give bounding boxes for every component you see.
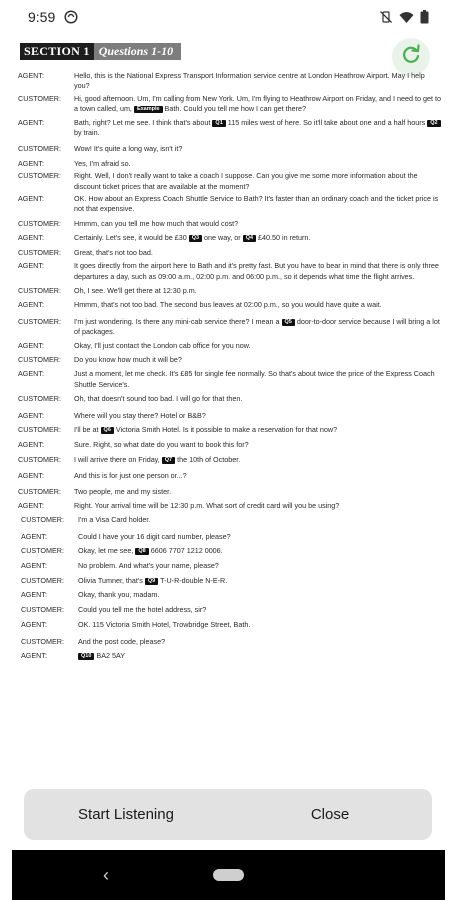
speaker-label: CUSTOMER:	[18, 316, 61, 326]
utterance-text	[74, 261, 442, 282]
transcript-row	[18, 411, 442, 421]
utterance-segment: 115 miles west of here. So it'll take about one and a half hours	[225, 117, 428, 127]
utterance-text	[78, 605, 442, 615]
speaker-label: AGENT:	[21, 651, 47, 661]
speaker-label: CUSTOMER:	[21, 636, 64, 646]
speaker-label: CUSTOMER:	[18, 424, 61, 434]
utterance-segment: Okay, thank you, madam.	[78, 590, 160, 600]
transcript-row	[18, 487, 442, 497]
question-marker: Q6	[101, 427, 114, 434]
transcript-row	[18, 341, 442, 351]
transcript-row	[18, 233, 442, 243]
utterance-text	[78, 515, 442, 525]
utterance-text	[74, 144, 442, 154]
speaker-label: AGENT:	[21, 620, 47, 630]
question-marker: Q1	[212, 120, 225, 127]
speaker-label: AGENT:	[18, 300, 44, 310]
utterance-text	[74, 355, 442, 365]
utterance-text	[74, 286, 442, 296]
utterance-segment: door-to-door service because I will bring a lot of packages.	[74, 316, 440, 337]
transcript-row	[18, 455, 442, 465]
navigation-bar	[12, 850, 445, 900]
question-marker: Q5	[282, 319, 295, 326]
speaker-label: CUSTOMER:	[18, 285, 61, 295]
utterance-segment: one way, or	[202, 233, 243, 243]
close-button[interactable]: Close	[310, 806, 350, 823]
utterance-text	[78, 561, 442, 571]
playback-controls	[24, 789, 432, 840]
utterance-segment: Great, that's not too bad.	[74, 247, 153, 257]
utterance-segment: I'll be at	[74, 424, 101, 434]
speaker-label: CUSTOMER:	[18, 93, 61, 103]
utterance-segment: Right. Your arrival time will be 12:30 p.m. What sort of credit card will you be using?	[74, 501, 340, 510]
battery-icon	[420, 10, 429, 24]
transcript-row	[18, 261, 442, 282]
utterance-text	[74, 425, 442, 435]
question-marker: Q3	[189, 235, 202, 242]
section-label: SECTION 1	[20, 43, 94, 60]
speaker-label: CUSTOMER:	[18, 144, 61, 154]
utterance-segment: Okay, let me see,	[78, 546, 136, 556]
utterance-text	[74, 411, 442, 421]
speaker-label: AGENT:	[18, 158, 44, 168]
utterance-segment: Yes, I'm afraid so.	[74, 158, 131, 168]
transcript-row	[18, 194, 442, 215]
transcript-row	[18, 620, 442, 630]
speaker-label: AGENT:	[21, 531, 47, 541]
utterance-segment: Sure. Right, so what date do you want to book this for?	[74, 440, 249, 450]
utterance-segment: I'm a Visa Card holder.	[78, 515, 151, 525]
utterance-segment: Okay, I'll just contact the London cab office for you now.	[74, 340, 251, 350]
utterance-segment: Oh, I see. We'll get there at 12:30 p.m.	[74, 285, 197, 295]
utterance-segment: Hi, good afternoon. Um, I'm calling from New York. Um, I'm flying to Heathrow Airport on Friday, and I need to get to a town called, um,	[74, 93, 441, 114]
question-marker: Q7	[162, 457, 175, 464]
transcript-row	[18, 515, 442, 525]
transcript-row	[18, 71, 442, 92]
utterance-text	[74, 159, 442, 169]
utterance-segment: Where will you stay there? Hotel or B&B?	[74, 410, 206, 420]
utterance-text	[78, 532, 442, 542]
transcript-row	[18, 590, 442, 600]
transcript-row	[18, 394, 442, 404]
transcript-row	[18, 440, 442, 450]
utterance-segment: Hmmm, that's not too bad. The second bus leaves at 02:00 p.m., so you would have quite a wait.	[74, 300, 382, 310]
utterance-segment: Could I have your 16 digit card number, please?	[78, 531, 231, 541]
utterance-segment: by train.	[74, 128, 100, 138]
transcript-row	[18, 317, 442, 338]
transcript-row	[18, 369, 442, 390]
speaker-label: AGENT:	[18, 233, 44, 243]
utterance-text	[74, 455, 442, 465]
transcript-row	[18, 471, 442, 481]
utterance-segment: the 10th of October.	[175, 454, 241, 464]
transcript-row	[18, 286, 442, 296]
wifi-icon	[399, 11, 414, 24]
utterance-segment: Wow! It's quite a long way, isn't it?	[74, 144, 183, 154]
speaker-label: AGENT:	[18, 501, 44, 510]
transcript-row	[18, 576, 442, 586]
transcript-row	[18, 355, 442, 365]
utterance-segment: It goes directly from the airport here to Bath and it's pretty fast. But you have to bear in mind that there is only three departures a day, such as 09:00 a.m., 02:00 p.m. and 06:00 p.m., so it depends what time the flight arrives.	[74, 261, 439, 281]
question-marker: Q8	[135, 548, 148, 555]
utterance-text	[74, 219, 442, 229]
utterance-segment: Hmmm, can you tell me how much that would cost?	[74, 218, 239, 228]
utterance-segment: Bath, right? Let me see. I think that's about	[74, 117, 213, 127]
speaker-label: CUSTOMER:	[21, 604, 64, 614]
speaker-label: AGENT:	[18, 117, 44, 127]
utterance-segment: Could you tell me the hotel address, sir?	[78, 604, 207, 614]
utterance-text	[78, 637, 442, 647]
speaker-label: CUSTOMER:	[21, 515, 64, 525]
utterance-text	[74, 394, 442, 404]
utterance-segment: Olivia Tumner, that's	[78, 576, 145, 586]
speaker-label: CUSTOMER:	[21, 546, 64, 556]
speaker-label: CUSTOMER:	[18, 218, 61, 228]
utterance-segment: Certainly. Let's see, it would be £30	[74, 233, 189, 243]
transcript-row	[18, 651, 442, 661]
speaker-label: CUSTOMER:	[18, 247, 61, 257]
utterance-segment: Just a moment, let me check. It's £85 for single fee normally. So that's about twice the price of the Express Coach Shuttle Service's.	[74, 369, 435, 389]
utterance-text	[78, 590, 442, 600]
utterance-segment: I'm just wondering. Is there any mini-cab service there? I mean a	[74, 316, 282, 326]
speaker-label: AGENT:	[18, 410, 44, 420]
utterance-text	[78, 576, 442, 586]
utterance-text	[74, 171, 442, 192]
utterance-text	[74, 300, 442, 310]
utterance-segment: No problem. And what's your name, please?	[78, 560, 219, 570]
utterance-text	[74, 233, 442, 243]
utterance-text	[74, 118, 442, 139]
speaker-label: AGENT:	[18, 71, 44, 80]
question-marker: Q4	[243, 235, 256, 242]
speaker-label: CUSTOMER:	[21, 576, 64, 586]
utterance-segment: T-U-R-double N-E-R.	[158, 576, 228, 586]
utterance-segment: OK. How about an Express Coach Shuttle Service to Bath? It's faster than an ordinary coach and the ticket price is not that expensive.	[74, 194, 439, 214]
speaker-label: AGENT:	[21, 590, 47, 600]
speaker-label: CUSTOMER:	[18, 171, 61, 181]
speaker-label: AGENT:	[18, 261, 44, 271]
home-pill-icon[interactable]	[213, 869, 244, 881]
back-icon[interactable]: ‹	[103, 865, 109, 885]
utterance-segment: Hello, this is the National Express Transport Information service centre at London Heathrow Airport. May I help you?	[74, 71, 425, 91]
utterance-segment: Bath. Could you tell me how I can get there?	[162, 104, 306, 114]
question-marker: Q10	[78, 653, 94, 660]
question-marker: Q9	[145, 578, 158, 585]
question-marker: Q2	[427, 120, 440, 127]
transcript-row	[18, 159, 442, 169]
utterance-segment: I will arrive there on Friday,	[74, 454, 162, 464]
utterance-text	[74, 369, 442, 390]
utterance-segment: £40.50 in return.	[256, 233, 311, 243]
transcript	[18, 67, 442, 661]
transcript-row	[18, 171, 442, 192]
utterance-segment: BA2 5AY	[94, 651, 126, 661]
transcript-row	[18, 300, 442, 310]
utterance-text	[78, 651, 442, 661]
transcript-row	[18, 144, 442, 154]
utterance-text	[74, 341, 442, 351]
transcript-fade	[0, 760, 455, 790]
utterance-segment: Two people, me and my sister.	[74, 486, 172, 496]
speaker-label: CUSTOMER:	[18, 354, 61, 364]
speaker-label: AGENT:	[18, 340, 44, 350]
status-bar	[0, 0, 455, 36]
status-time: 9:59	[28, 9, 56, 25]
transcript-row	[18, 118, 442, 139]
transcript-row	[18, 219, 442, 229]
start-listening-button[interactable]: Start Listening	[78, 806, 174, 823]
transcript-row	[18, 248, 442, 258]
speaker-label: CUSTOMER:	[18, 454, 61, 464]
utterance-segment: Oh, that doesn't sound too bad. I will go for that then.	[74, 394, 243, 404]
speaker-label: AGENT:	[18, 471, 44, 481]
utterance-text	[78, 546, 442, 556]
utterance-text	[74, 440, 442, 450]
utterance-text	[74, 194, 442, 215]
utterance-segment: Victoria Smith Hotel. Is it possible to make a reservation for that now?	[113, 424, 338, 434]
speaker-label: AGENT:	[18, 194, 44, 204]
speaker-label: AGENT:	[18, 440, 44, 450]
section-header	[20, 43, 181, 60]
speaker-label: AGENT:	[21, 560, 47, 570]
utterance-segment: OK. 115 Victoria Smith Hotel, Trowbridge Street, Bath.	[78, 620, 251, 630]
transcript-row	[18, 532, 442, 542]
utterance-text	[74, 71, 442, 92]
utterance-text	[74, 94, 442, 115]
utterance-text	[78, 620, 442, 630]
speaker-label: CUSTOMER:	[18, 394, 61, 404]
utterance-text	[74, 501, 442, 511]
question-marker: Example	[134, 106, 163, 113]
speaker-label: AGENT:	[18, 369, 44, 379]
vibrate-off-icon	[379, 10, 393, 24]
utterance-segment: And this is for just one person or...?	[74, 471, 187, 481]
utterance-segment: Right. Well, I don't really want to take a coach I suppose. Can you give me some more information about the discount ticket prices that are available at the moment?	[74, 171, 418, 191]
transcript-row	[18, 605, 442, 615]
transcript-row	[18, 425, 442, 435]
utterance-text	[74, 487, 442, 497]
transcript-row	[18, 501, 442, 511]
utterance-segment: 6606 7707 1212 0006.	[148, 546, 223, 556]
transcript-row	[18, 561, 442, 571]
utterance-text	[74, 248, 442, 258]
notification-app-icon	[64, 10, 78, 24]
transcript-row	[18, 637, 442, 647]
transcript-row	[18, 546, 442, 556]
utterance-segment: Do you know how much it will be?	[74, 354, 182, 364]
section-questions-label: Questions 1-10	[94, 43, 181, 60]
transcript-row	[18, 94, 442, 115]
speaker-label: CUSTOMER:	[18, 486, 61, 496]
utterance-text	[74, 471, 442, 481]
utterance-text	[74, 317, 442, 338]
utterance-segment: And the post code, please?	[78, 636, 166, 646]
